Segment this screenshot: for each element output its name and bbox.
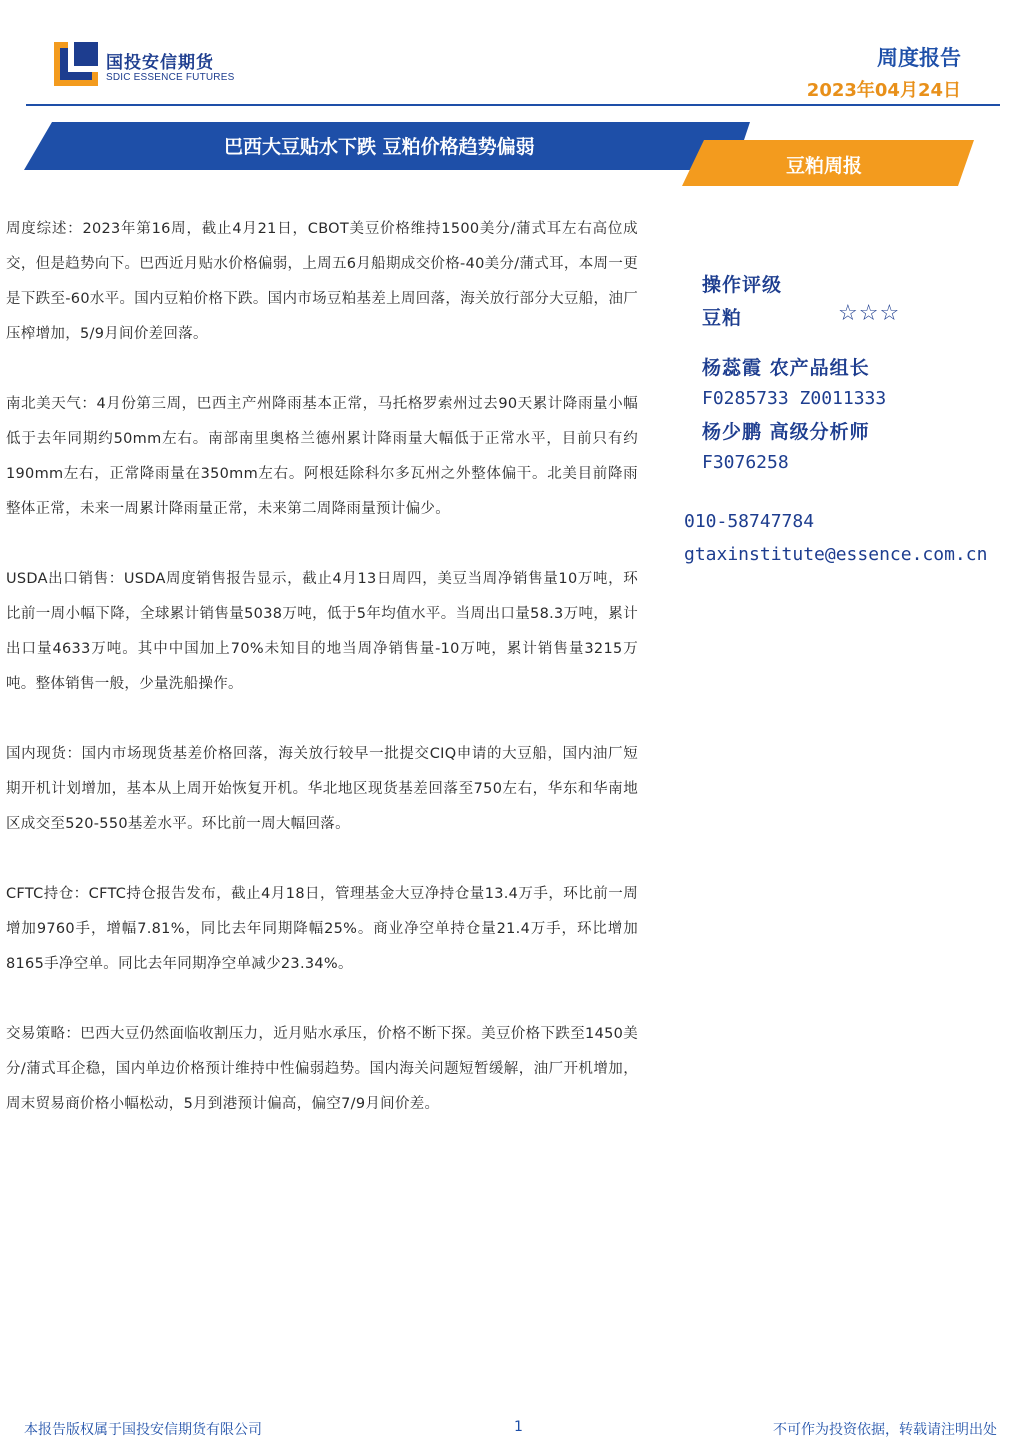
footer-page-number: 1 — [514, 1419, 523, 1435]
report-title: 巴西大豆贴水下跌 豆粕价格趋势偏弱 — [224, 136, 535, 158]
rating-stars-icon: ☆☆☆ — [838, 301, 901, 326]
analyst-1-cert: F0285733 Z0011333 — [702, 388, 887, 409]
paragraph-domestic-spot: 国内现货：国内市场现货基差价格回落，海关放行较早一批提交CIQ申请的大豆船，国内油厂短期开机计划增加，基本从上周开始恢复开机。华北地区现货基差回落至750左右，华东和华南地区成交至520-550基差水平。环比前一周大幅回落。 — [6, 746, 638, 832]
analyst-2-name: 杨少鹏 高级分析师 — [702, 421, 870, 443]
paragraph-cftc: CFTC持仓：CFTC持仓报告发布，截止4月18日，管理基金大豆净持仓量13.4万手，环比前一周增加9760手，增幅7.81%，同比去年同期降幅25%。商业净空单持仓量21.4万手，环比增加8165手净空单。同比去年同期净空单减少23.34%。 — [6, 886, 638, 972]
rating-row — [684, 299, 1014, 333]
report-body — [6, 212, 638, 1157]
sidebar — [684, 270, 1014, 565]
analyst-2-cert: F3076258 — [702, 452, 789, 473]
rating-item: 豆粕 — [702, 307, 743, 329]
paragraph-strategy: 交易策略：巴西大豆仍然面临收割压力，近月贴水承压，价格不断下探。美豆价格下跌至1450美分/蒲式耳企稳，国内单边价格预计维持中性偏弱趋势。国内海关问题短暂缓解，油厂开机增加，周末贸易商价格小幅松动，5月到港预计偏高，偏空7/9月间价差。 — [6, 1026, 638, 1112]
logo-mark-icon — [54, 42, 98, 86]
paragraph-usda-export: USDA出口销售：USDA周度销售报告显示，截止4月13日周四，美豆当周净销售量10万吨，环比前一周小幅下降，全球累计销售量5038万吨，低于5年均值水平。当周出口量58.3万吨，累计出口量4633万吨。其中中国加上70%未知目的地当周净销售量-10万吨，累计销售量3215万吨。整体销售一般，少量洗船操作。 — [6, 571, 638, 692]
report-type: 周度报告 — [877, 46, 961, 70]
footer-disclaimer: 不可作为投资依据，转载请注明出处 — [773, 1422, 997, 1438]
logo-text-en: SDIC ESSENCE FUTURES — [106, 72, 235, 83]
company-logo — [54, 42, 254, 88]
footer-copyright: 本报告版权属于国投安信期货有限公司 — [24, 1422, 262, 1438]
report-date: 2023年04月24日 — [806, 80, 961, 101]
paragraph-weather: 南北美天气：4月份第三周，巴西主产州降雨基本正常，马托格罗索州过去90天累计降雨量小幅低于去年同期约50mm左右。南部南里奥格兰德州累计降雨量大幅低于正常水平，目前只有约190mm左右，正常降雨量在350mm左右。阿根廷除科尔多瓦州之外整体偏干。北美目前降雨整体正常，未来一周累计降雨量正常，未来第二周降雨量预计偏少。 — [6, 396, 638, 517]
paragraph-weekly-summary: 周度综述：2023年第16周，截止4月21日，CBOT美豆价格维持1500美分/蒲式耳左右高位成交，但是趋势向下。巴西近月贴水价格偏弱，上周五6月船期成交价格-40美分/蒲式耳，本周一更是下跌至-60水平。国内豆粕价格下跌。国内市场豆粕基差上周回落，海关放行部分大豆船，油厂压榨增加，5/9月间价差回落。 — [6, 221, 638, 342]
logo-text-cn: 国投安信期货 — [106, 53, 214, 73]
contact-phone: 010-58747784 — [684, 511, 815, 532]
rating-label: 操作评级 — [702, 274, 783, 296]
analyst-1-name: 杨蕊霞 农产品组长 — [702, 357, 870, 379]
header-divider — [26, 104, 1000, 106]
contact-email[interactable]: gtaxinstitute@essence.com.cn — [684, 544, 988, 565]
report-tag: 豆粕周报 — [786, 155, 863, 177]
